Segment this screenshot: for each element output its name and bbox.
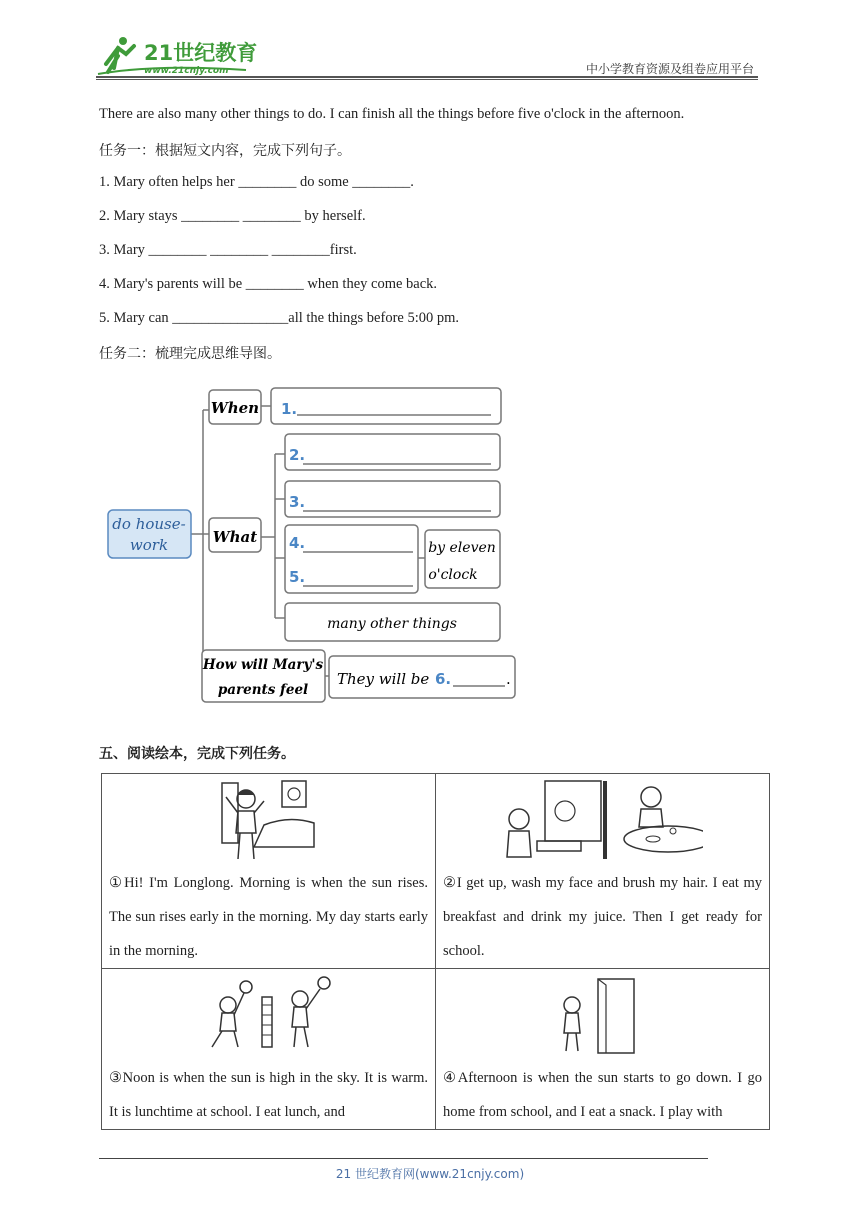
mindmap-when-node [209, 390, 261, 424]
picture-book-table [101, 773, 770, 1130]
svg-text:3.: 3. [289, 493, 306, 511]
task1-item-2: 2. Mary stays ________ ________ by herself. [99, 208, 366, 224]
story-text-4: ④Afternoon is when the sun starts to go down. I go home from school, and I eat a snack. I play with [443, 1070, 762, 1120]
boy-waking-icon [214, 775, 324, 865]
task2-title: 任务二：梳理完成思维导图。 [99, 346, 281, 362]
header-divider [96, 76, 758, 78]
footer-text: 21 世纪教育网(www.21cnjy.com) [335, 1167, 525, 1181]
mindmap-what-node [209, 518, 261, 552]
svg-text:1.: 1. [281, 400, 298, 418]
breakfast-illustration [443, 774, 762, 866]
svg-text:5.: 5. [289, 568, 306, 586]
task1-item-5: 5. Mary can ________________all the things before 5:00 pm. [99, 310, 460, 326]
logo-url: www.21cnjy.com [144, 66, 229, 76]
svg-text:parents feel: parents feel [217, 682, 309, 698]
svg-text:by eleven: by eleven [428, 540, 496, 556]
mindmap-center-node [108, 510, 191, 558]
svg-text:When: When [210, 399, 260, 417]
task1-title: 任务一：根据短文内容，完成下列句子。 [99, 143, 351, 159]
svg-text:4.: 4. [289, 534, 306, 552]
badminton-icon [204, 975, 334, 1055]
morning-illustration [109, 774, 428, 866]
mindmap-blank-3 [285, 481, 500, 517]
story-text-1: ①Hi! I'm Longlong. Morning is when the sun rises. The sun rises early in the morning. My day starts early in the morning. [109, 875, 428, 959]
story-cell-2 [436, 774, 770, 969]
story-text-2: ②I get up, wash my face and brush my hair. I eat my breakfast and drink my juice. Then I get ready for school. [443, 875, 762, 959]
header-right-text: 中小学教育资源及组卷应用平台 [585, 62, 754, 76]
section5-title: 五、阅读绘本，完成下列任务。 [99, 746, 295, 762]
noon-illustration [109, 969, 428, 1061]
svg-text:6.: 6. [435, 670, 452, 688]
story-cell-1 [102, 774, 436, 969]
task1-item-4: 4. Mary's parents will be ________ when they come back. [99, 276, 438, 292]
afternoon-illustration [443, 969, 762, 1061]
svg-text:.: . [506, 670, 511, 688]
logo-text: 21世纪教育 [144, 41, 258, 65]
mindmap-blank-4-5 [285, 525, 418, 593]
story-text-3: ③Noon is when the sun is high in the sky. It is warm. It is lunchtime at school. I eat lunch, and [109, 1070, 428, 1120]
svg-text:2.: 2. [289, 446, 306, 464]
mind-map [105, 382, 525, 708]
mindmap-many-other-node [285, 603, 500, 641]
header-divider-thin [96, 79, 758, 80]
intro-sentence: There are also many other things to do. I can finish all the things before five o'clock in the afternoon. [99, 106, 685, 122]
svg-text:What: What [212, 528, 258, 546]
task1-item-1: 1. Mary often helps her ________ do some ________. [99, 174, 414, 190]
page-header [96, 30, 758, 78]
svg-text:How will Mary's: How will Mary's [202, 657, 324, 673]
svg-text:work: work [129, 536, 169, 554]
mindmap-how-node [202, 650, 325, 702]
svg-text:do house-: do house- [112, 515, 186, 533]
story-cell-3 [102, 969, 436, 1130]
task1-item-3: 3. Mary ________ ________ ________first. [99, 242, 357, 258]
mindmap-blank-1 [271, 388, 501, 424]
svg-text:They will be: They will be [337, 670, 430, 688]
mindmap-they-will-be-node [329, 656, 515, 698]
footer-divider [99, 1158, 708, 1159]
mindmap-blank-2 [285, 434, 500, 470]
logo-icon [96, 34, 266, 76]
mindmap-by-eleven-node [425, 530, 500, 588]
story-cell-4 [436, 969, 770, 1130]
boy-washing-icon [503, 777, 703, 863]
svg-text:many other things: many other things [327, 616, 457, 632]
svg-text:o'clock: o'clock [428, 567, 478, 583]
boy-door-icon [548, 975, 658, 1055]
